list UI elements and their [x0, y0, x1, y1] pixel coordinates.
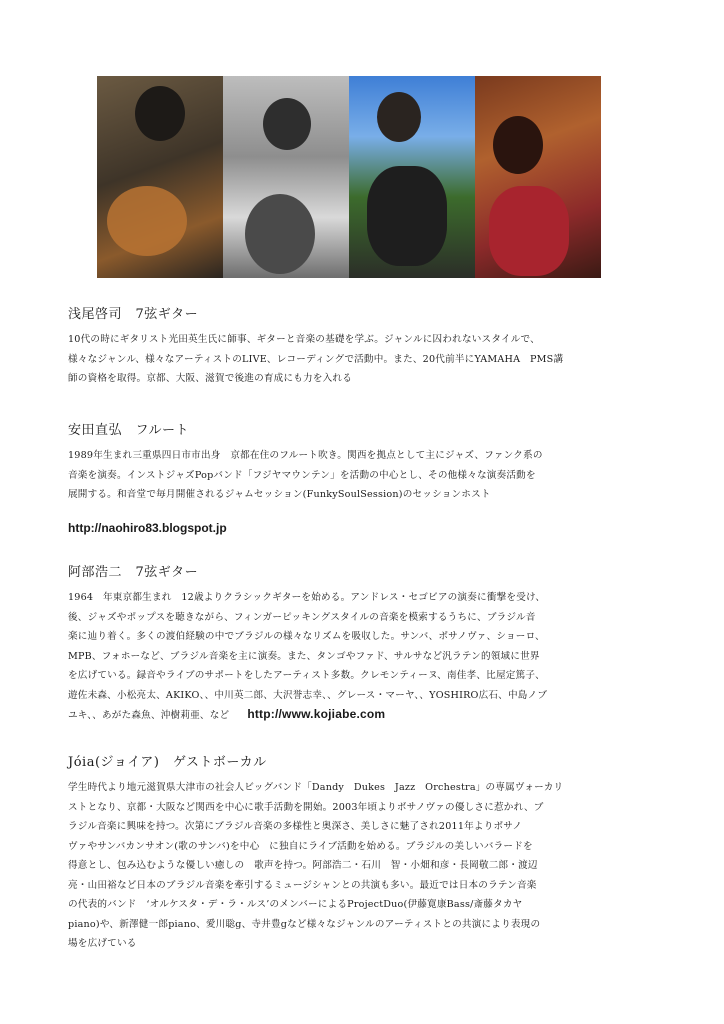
profile-text-line: 音楽を演奏。インストジャズPopバンド「フジヤマウンテン」を活動の中心とし、その他様々な演奏活動を [68, 469, 536, 481]
profile-text-line: 後、ジャズやポップスを聴きながら、フィンガーピッキングスタイルの音楽を模索するうちに、ブラジル音 [68, 611, 536, 623]
flutist-photo-icon [349, 76, 475, 278]
profile-joia [68, 751, 658, 954]
profile-last-line: ユキ、、あがた森魚、沖樹莉亜、など [68, 710, 230, 721]
profile-text-line: 1964 年東京都生まれ 12歳よりクラシックギターを始める。アンドレス・セゴビアの演奏に衝撃を受け、 [68, 592, 546, 603]
profile-text-line: ヴァやサンバカンサオン(歌のサンバ)を中心 に独自にライブ活動を始める。ブラジルの美しいバラードを [68, 840, 533, 852]
profile-text-line: ラジル音楽に興味を持つ。次第にブラジル音楽の多様性と奥深さ、美しさに魅了され2011年よりボサノ [68, 821, 523, 832]
profile-name: 安田直弘 フルート [68, 423, 189, 438]
website-link[interactable]: http://www.kojiabe.com [247, 707, 386, 721]
profile-text-line: を広げている。録音やライブのサポートをしたアーティスト多数。クレモンティーヌ、南佳孝、比屋定篤子、 [68, 670, 545, 681]
profile-text-line: 場を広げている [68, 938, 137, 949]
profile-text-line: piano)や、新澤健一郎piano、愛川聡g、寺井豊gなど様々なジャンルのアーティストとの共演により表現の [68, 918, 541, 930]
profile-name: 阿部浩二 7弦ギター [68, 565, 199, 580]
profile-text-line: ストとなり、京都・大阪など関西を中心に歌手活動を開始。2003年頃よりボサノヴァの優しさに惹かれ、ブ [68, 801, 544, 813]
profile-abe [68, 561, 658, 726]
profile-text-line: 得意とし、包み込むような優しい癒しの 歌声を持つ。阿部浩二・石川 智・小畑和彦・長岡敬二郎・渡辺 [68, 860, 538, 871]
profile-name: 浅尾啓司 7弦ギター [68, 307, 199, 322]
profile-text-line: 10代の時にギタリスト光田英生氏に師事、ギターと音楽の基礎を学ぶ。ジャンルに囚われないスタイルで、 [68, 334, 540, 345]
profile-text-line: の代表的バンド ‘オルケスタ・デ・ラ・ルス’のメンバーによるProjectDuo(伊藤寛康Bass/斎藤タカヤ [68, 899, 523, 910]
musician-photos [97, 76, 601, 278]
profile-yasuda [68, 419, 658, 536]
vocalist-photo-icon [475, 76, 601, 278]
profile-asao [68, 303, 658, 389]
profile-text-line: 1989年生まれ三重県四日市市出身 京都在住のフルート吹き。関西を拠点として主にジャズ、ファンク系の [68, 450, 543, 461]
website-link[interactable]: http://naohiro83.blogspot.jp [68, 520, 227, 535]
classical-guitarist-photo-icon [223, 76, 349, 278]
profile-text-line: 学生時代より地元滋賀県大津市の社会人ビッグバンド「Dandy Dukes Jazz Orchestra」の専属ヴォーカリ [68, 782, 564, 793]
profile-text-line: 遊佐未森、小松亮太、AKIKO、、中川英二郎、大沢誉志幸、、グレース・マーヤ、、YOSHIRO広石、中島ノブ [68, 689, 548, 701]
profile-text-line: 師の資格を取得。京都、大阪、滋賀で後進の育成にも力を入れる [68, 373, 353, 384]
guitarist-photo-icon [97, 76, 223, 278]
profile-text-line: 展開する。和音堂で毎月開催されるジャムセッション(FunkySoulSession)のセッションホスト [68, 489, 491, 500]
profile-text-line: MPB、フォホーなど、ブラジル音楽を主に演奏。また、タンゴやファド、サルサなど汎ラテン的領域に世界 [68, 650, 540, 662]
profile-text-line [68, 705, 658, 726]
profile-text-line: 楽に辿り着く。多くの渡伯経験の中でブラジルの様々なリズムを吸収した。サンバ、ボサノヴァ、ショーロ、 [68, 631, 545, 642]
profile-text-line: 亮・山田裕など日本のブラジル音楽を牽引するミュージシャンとの共演も多い。最近では日本のラテン音楽 [68, 879, 537, 891]
profile-name: Jóia(ジョイア) ゲストボーカル [68, 755, 267, 770]
profile-text-line: 様々なジャンル、様々なアーティストのLIVE、レコーディングで活動中。また、20代前半にYAMAHA PMS講 [68, 353, 564, 365]
